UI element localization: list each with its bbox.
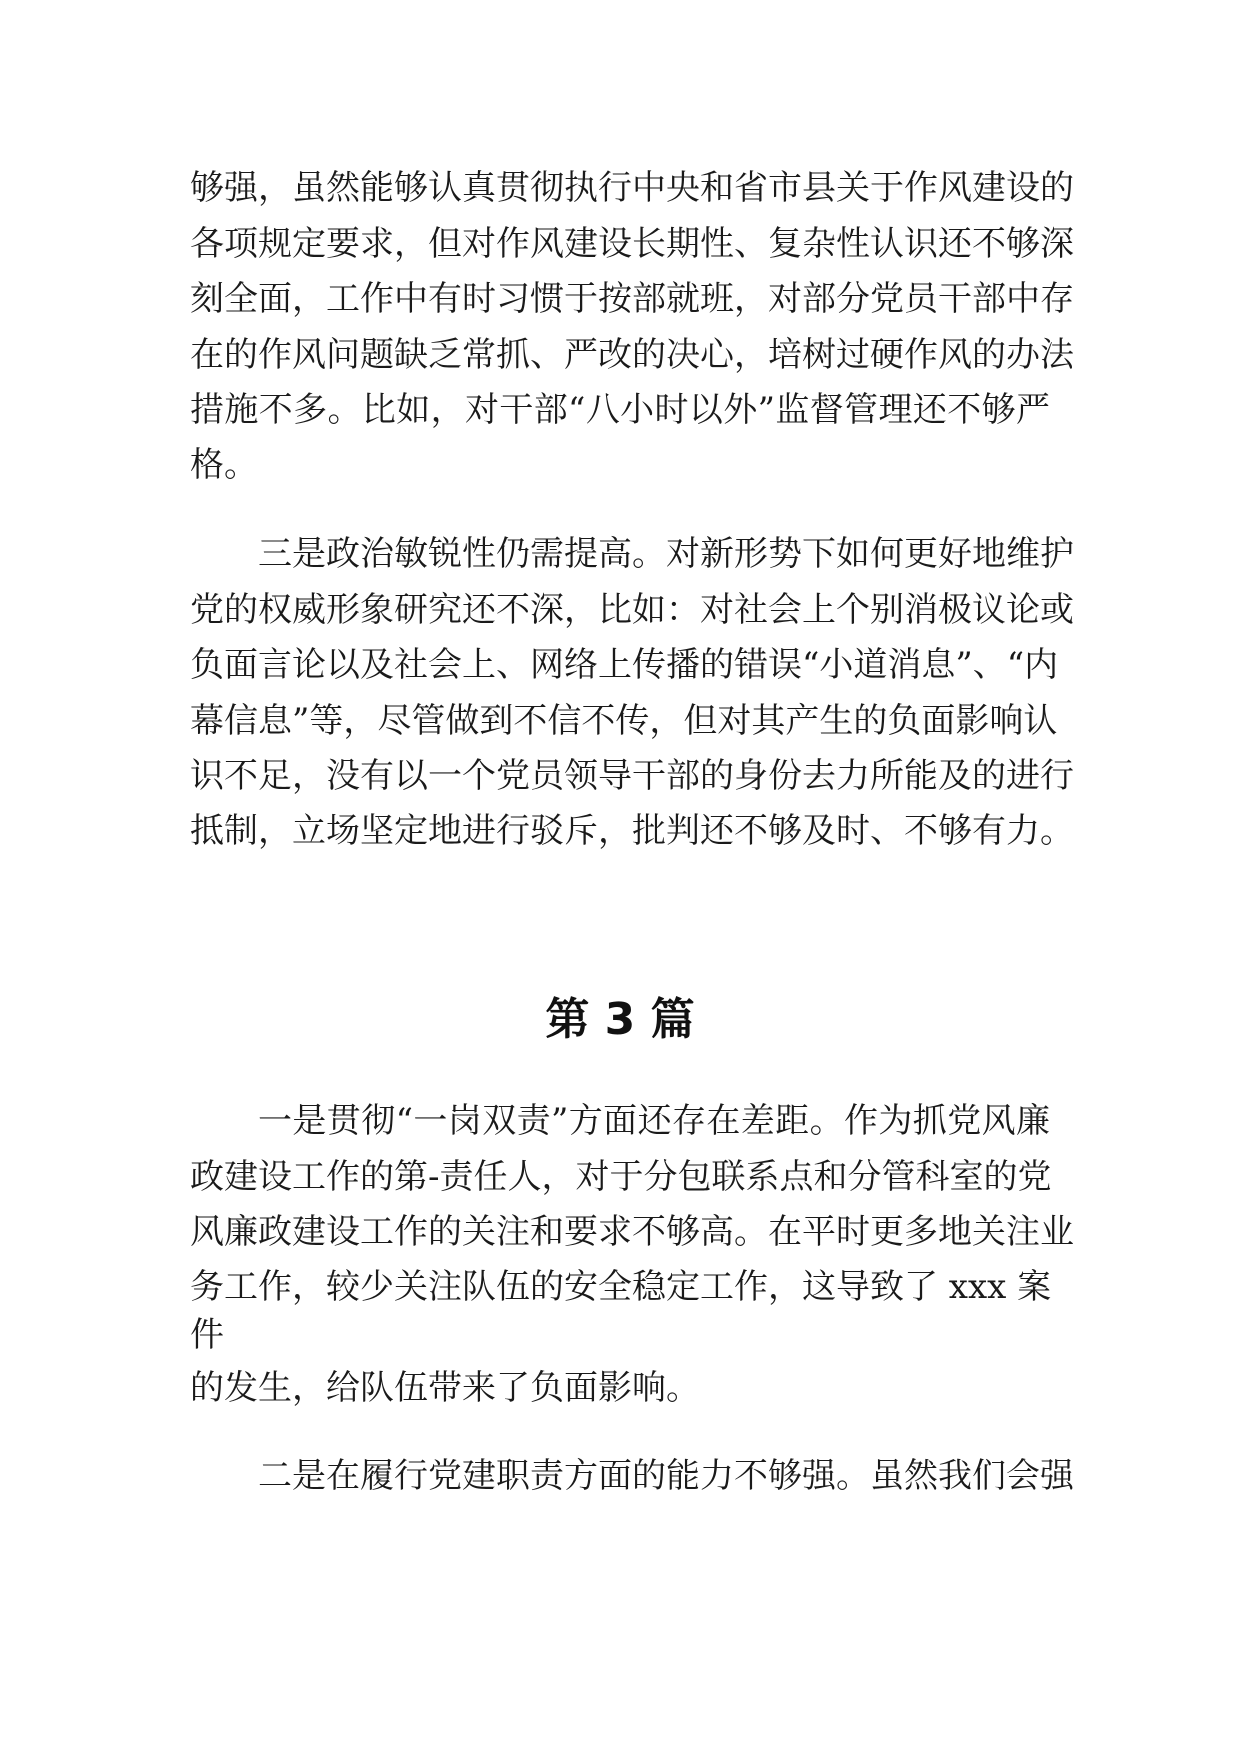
paragraph-line: 识不足，没有以一个党员领导干部的身份去力所能及的进行: [190, 756, 1074, 796]
paragraph-line: 在的作风问题缺乏常抓、严改的决心，培树过硬作风的办法: [190, 335, 1074, 375]
paragraph-line: 抵制，立场坚定地进行驳斥，批判还不够及时、不够有力。: [190, 811, 1074, 851]
paragraph-line: 各项规定要求，但对作风建设长期性、复杂性认识还不够深: [190, 224, 1074, 264]
paragraph-line: 件: [190, 1315, 224, 1355]
paragraph-line: 的发生，给队伍带来了负面影响。: [190, 1368, 700, 1408]
paragraph-line: 刻全面，工作中有时习惯于按部就班，对部分党员干部中存: [190, 279, 1074, 319]
paragraph-line: 二是在履行党建职责方面的能力不够强。虽然我们会强: [258, 1456, 1074, 1496]
paragraph-line: 一是贯彻“一岗双责”方面还存在差距。作为抓党风廉: [258, 1101, 1050, 1141]
paragraph-line: 格。: [190, 445, 258, 485]
section-heading: 第 3 篇: [545, 994, 695, 1045]
paragraph-line: 务工作，较少关注队伍的安全稳定工作，这导致了 xxx 案: [190, 1267, 1052, 1307]
paragraph-line: 幕信息”等，尽管做到不信不传，但对其产生的负面影响认: [190, 701, 1058, 741]
paragraph-line: 措施不多。比如，对干部“八小时以外”监督管理还不够严: [190, 390, 1050, 430]
paragraph-line: 够强，虽然能够认真贯彻执行中央和省市县关于作风建设的: [190, 168, 1074, 208]
paragraph-line: 政建设工作的第-责任人，对于分包联系点和分管科室的党: [190, 1157, 1052, 1197]
paragraph-line: 风廉政建设工作的关注和要求不够高。在平时更多地关注业: [190, 1212, 1074, 1252]
paragraph-line: 负面言论以及社会上、网络上传播的错误“小道消息”、“内: [190, 645, 1059, 685]
paragraph-line: 党的权威形象研究还不深，比如：对社会上个别消极议论或: [190, 590, 1074, 630]
paragraph-line: 三是政治敏锐性仍需提高。对新形势下如何更好地维护: [258, 534, 1074, 574]
